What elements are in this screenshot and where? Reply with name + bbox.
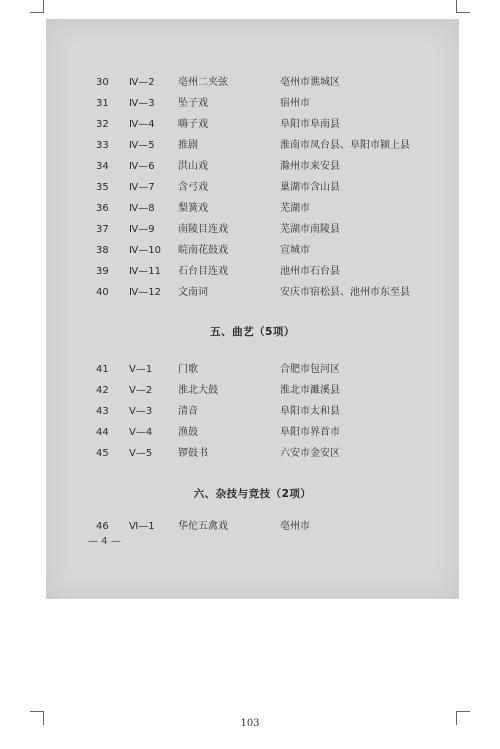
item-code: Ⅳ—6 (129, 161, 155, 172)
item-name: 南陵目连戏 (178, 224, 228, 235)
item-region: 巢湖市含山县 (280, 182, 340, 193)
item-name: 皖南花鼓戏 (178, 245, 228, 256)
item-code: Ⅴ—2 (129, 385, 153, 396)
item-region: 亳州市谯城区 (280, 77, 340, 88)
table-row (46, 517, 459, 537)
item-number: 41 (96, 364, 109, 375)
item-code: Ⅳ—12 (129, 287, 161, 298)
item-number: 38 (96, 245, 109, 256)
item-number: 45 (96, 448, 109, 459)
item-region: 阜阳市界首市 (280, 427, 340, 438)
table-row (46, 283, 459, 303)
item-number: 39 (96, 266, 109, 277)
table-row (46, 360, 459, 380)
item-number: 35 (96, 182, 109, 193)
item-name: 石台目连戏 (178, 266, 228, 277)
item-region: 宿州市 (280, 98, 310, 109)
item-region: 池州市石台县 (280, 266, 340, 277)
crop-mark (43, 0, 44, 13)
item-name: 嗨子戏 (178, 119, 208, 130)
item-code: Ⅴ—5 (129, 448, 153, 459)
table-row (46, 178, 459, 198)
item-name: 推剧 (178, 140, 198, 151)
item-region: 六安市金安区 (280, 448, 340, 459)
scanned-page (46, 19, 459, 599)
table-row (46, 241, 459, 261)
item-number: 44 (96, 427, 109, 438)
item-number: 36 (96, 203, 109, 214)
item-name: 亳州二夹弦 (178, 77, 228, 88)
table-row (46, 381, 459, 401)
table-row (46, 199, 459, 219)
table-row (46, 136, 459, 156)
item-region: 安庆市宿松县、池州市东至县 (280, 287, 410, 298)
inner-page-number: — 4 — (88, 536, 121, 547)
item-code: Ⅳ—7 (129, 182, 155, 193)
crop-mark (456, 711, 470, 712)
item-region: 淮南市凤台县、阜阳市颍上县 (280, 140, 410, 151)
section-heading: 五、曲艺（5项） (210, 326, 295, 338)
table-row (46, 423, 459, 443)
item-name: 淮北大鼓 (178, 385, 218, 396)
item-region: 芜湖市南陵县 (280, 224, 340, 235)
item-region: 合肥市包河区 (280, 364, 340, 375)
item-name: 清音 (178, 406, 198, 417)
table-row (46, 402, 459, 422)
outer-page-number: 103 (240, 718, 260, 729)
item-number: 32 (96, 119, 109, 130)
item-code: Ⅳ—3 (129, 98, 155, 109)
item-number: 46 (96, 521, 109, 532)
item-code: Ⅴ—1 (129, 364, 153, 375)
item-code: Ⅳ—10 (129, 245, 161, 256)
item-region: 滁州市来安县 (280, 161, 340, 172)
item-number: 30 (96, 77, 109, 88)
crop-mark (30, 12, 44, 13)
item-code: Ⅳ—5 (129, 140, 155, 151)
item-name: 文南词 (178, 287, 208, 298)
crop-mark (30, 711, 44, 712)
item-number: 34 (96, 161, 109, 172)
item-number: 37 (96, 224, 109, 235)
item-region: 阜阳市太和县 (280, 406, 340, 417)
item-name: 梨簧戏 (178, 203, 208, 214)
item-name: 锣鼓书 (178, 448, 208, 459)
item-name: 门歌 (178, 364, 198, 375)
item-number: 43 (96, 406, 109, 417)
item-number: 33 (96, 140, 109, 151)
item-code: Ⅳ—8 (129, 203, 155, 214)
item-name: 华佗五禽戏 (178, 521, 228, 532)
section-heading: 六、杂技与竞技（2项） (193, 488, 312, 500)
item-region: 芜湖市 (280, 203, 310, 214)
table-row (46, 220, 459, 240)
item-code: Ⅴ—3 (129, 406, 153, 417)
item-region: 淮北市濉溪县 (280, 385, 340, 396)
table-row (46, 94, 459, 114)
item-name: 渔鼓 (178, 427, 198, 438)
table-row (46, 115, 459, 135)
item-number: 40 (96, 287, 109, 298)
item-code: Ⅵ—1 (129, 521, 155, 532)
item-region: 亳州市 (280, 521, 310, 532)
item-code: Ⅳ—4 (129, 119, 155, 130)
item-region: 阜阳市阜南县 (280, 119, 340, 130)
item-code: Ⅳ—2 (129, 77, 155, 88)
item-code: Ⅳ—11 (129, 266, 161, 277)
crop-mark (456, 12, 470, 13)
item-region: 宣城市 (280, 245, 310, 256)
item-code: Ⅳ—9 (129, 224, 155, 235)
item-number: 31 (96, 98, 109, 109)
table-row (46, 73, 459, 93)
table-row (46, 444, 459, 464)
table-row (46, 157, 459, 177)
item-code: Ⅴ—4 (129, 427, 153, 438)
item-name: 含弓戏 (178, 182, 208, 193)
item-name: 坠子戏 (178, 98, 208, 109)
item-number: 42 (96, 385, 109, 396)
crop-mark (456, 0, 457, 13)
table-row (46, 262, 459, 282)
item-name: 洪山戏 (178, 161, 208, 172)
